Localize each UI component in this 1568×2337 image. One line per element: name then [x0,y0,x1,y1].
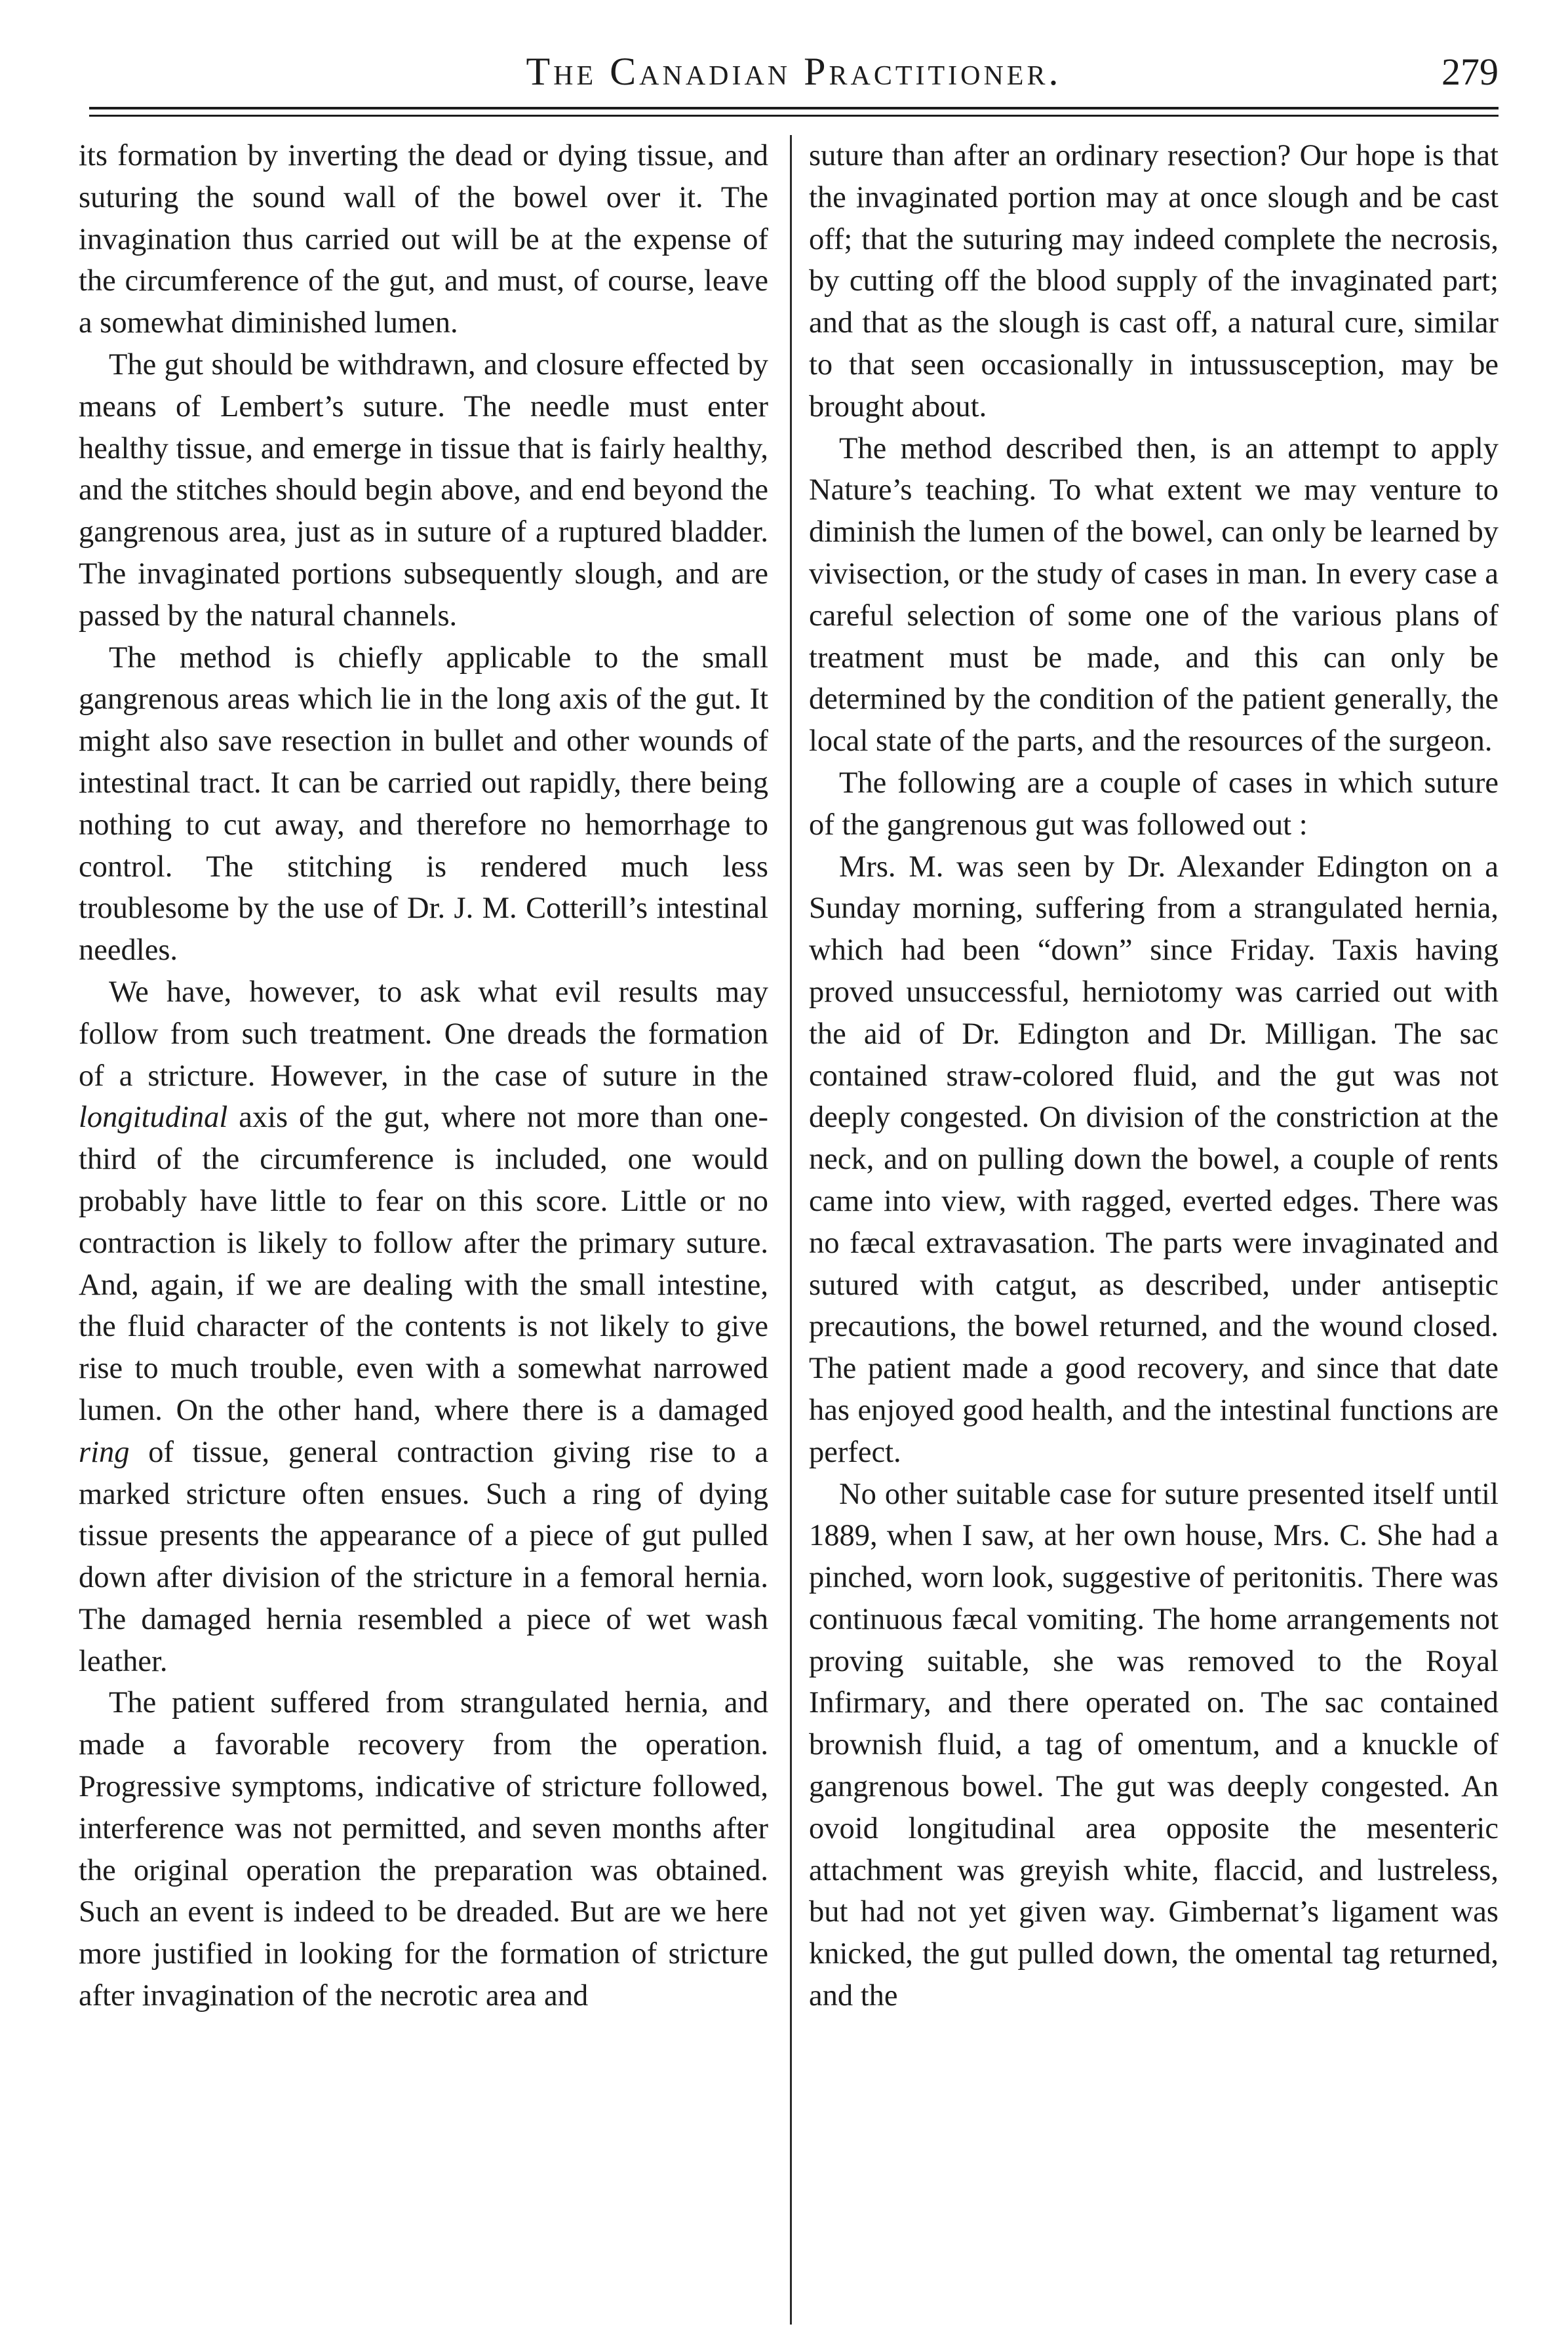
paragraph [809,762,1499,846]
page-number: 279 [1441,50,1499,93]
text-run: Mrs. M. was seen by Dr. Alexander Edington on a Sunday morning, suffering from a strangulated hernia, which had been “down” since Friday. Taxis having proved unsuccessful, herniotomy was carried out with the aid of Dr. Edington and Dr. Milligan. The sac contained straw-colored fluid, and the gut was not deeply congested. On division of the constriction at the neck, and on pulling down the bowel, a couple of rents came into view, with ragged, everted edges. There was no fæcal extravasation. The parts were invaginated and sutured with catgut, as described, under antiseptic precautions, the bowel returned, and the wound closed. The patient made a good recovery, and since that date has enjoyed good health, and the intestinal functions are perfect. [809,850,1499,1469]
text-run: The patient suffered from strangulated hernia, and made a favorable recovery from the operation. Progressive symptoms, indicative of stricture followed, interference was not permitted, and seven months after the original operation the preparation was obtained. Such an event is indeed to be dreaded. But are we here more justified in looking for the formation of stricture after invagination of the necrotic area and [79,1686,768,2013]
italic-text: ring [79,1435,130,1469]
paragraph [809,1474,1499,2017]
text-run: The method described then, is an attempt to apply Nature’s teaching. To what extent we may venture to diminish the lumen of the bowel, can only be learned by vivisection, or the study of cases in man. In every case a careful selection of some one of the various plans of treatment must be made, and this can only be determined by the condition of the patient generally, the local state of the parts, and the resources of the surgeon. [809,431,1499,758]
paragraph [809,428,1499,762]
text-run: suture than after an ordinary resection? Our hope is that the invaginated portion may at once slough and be cast off; that the suturing may indeed complete the necrosis, by cutting off the blood supply of the invaginated part; and that as the slough is cast off, a natural cure, similar to that seen occasionally in intussusception, may be brought about. [809,139,1499,423]
paragraph [79,637,768,972]
right-column [809,135,1499,2017]
paragraph-continued [79,135,768,344]
header-rule-bottom [89,115,1499,117]
text-run: axis of the gut, where not more than one-third of the circumference is included, one would probably have little to fear on this score. Little or no contraction is likely to follow after the primary suture. And, again, if we are dealing with the small intestine, the fluid character of the contents is not likely to give rise to much trouble, even with a somewhat narrowed lumen. On the other hand, where there is a damaged [79,1101,768,1427]
header-rule-top [89,107,1499,109]
text-run: The following are a couple of cases in which suture of the gangrenous gut was followed out : [809,766,1499,842]
paragraph [809,846,1499,1474]
text-run: The method is chiefly applicable to the small gangrenous areas which lie in the long axis of the gut. It might also save resection in bullet and other wounds of intestinal tract. It can be carried out rapidly, there being nothing to cut away, and therefore no hemorrhage to control. The stitching is rendered much less troublesome by the use of Dr. J. M. Cotterill’s intestinal needles. [79,640,768,968]
column-divider [790,135,792,2325]
text-run: The gut should be withdrawn, and closure effected by means of Lembert’s suture. The needle must enter healthy tissue, and emerge in tissue that is fairly healthy, and the stitches should begin above, and end beyond the gangrenous area, just as in suture of a ruptured bladder. The invaginated portions subsequently slough, and are passed by the natural channels. [79,347,768,633]
text-run: its formation by inverting the dead or dying tissue, and suturing the sound wall of the bowel over it. The invagination thus carried out will be at the expense of the circumference of the gut, and must, of course, leave a somewhat diminished lumen. [79,139,768,340]
paragraph-continued [809,135,1499,428]
running-title: The Canadian Practitioner. [526,50,1062,93]
text-run: No other suitable case for suture presented itself until 1889, when I saw, at her own house, Mrs. C. She had a pinched, worn look, suggestive of peritonitis. There was continuous fæcal vomiting. The home arrangements not proving suitable, she was removed to the Royal Infirmary, and there operated on. The sac contained brownish fluid, a tag of omentum, and a knuckle of gangrenous bowel. The gut was deeply congested. An ovoid longitudinal area opposite the mesenteric attachment was greyish white, flaccid, and lustreless, but had not yet given way. Gimbernat’s ligament was knicked, the gut pulled down, the omental tag returned, and the [809,1477,1499,2013]
running-header [89,41,1499,103]
left-column [79,135,768,2017]
paragraph [79,972,768,1683]
italic-text: longitudinal [79,1101,228,1135]
text-run: of tissue, general contraction giving rise to a marked stricture often ensues. Such a ring of dying tissue presents the appearance of a piece of gut pulled down after division of the stricture in a femoral hernia. The damaged hernia resembled a piece of wet wash leather. [79,1435,768,1678]
paragraph [79,344,768,637]
text-run: We have, however, to ask what evil results may follow from such treatment. One dreads the formation of a stricture. However, in the case of suture in the [79,975,768,1093]
paragraph [79,1682,768,2016]
